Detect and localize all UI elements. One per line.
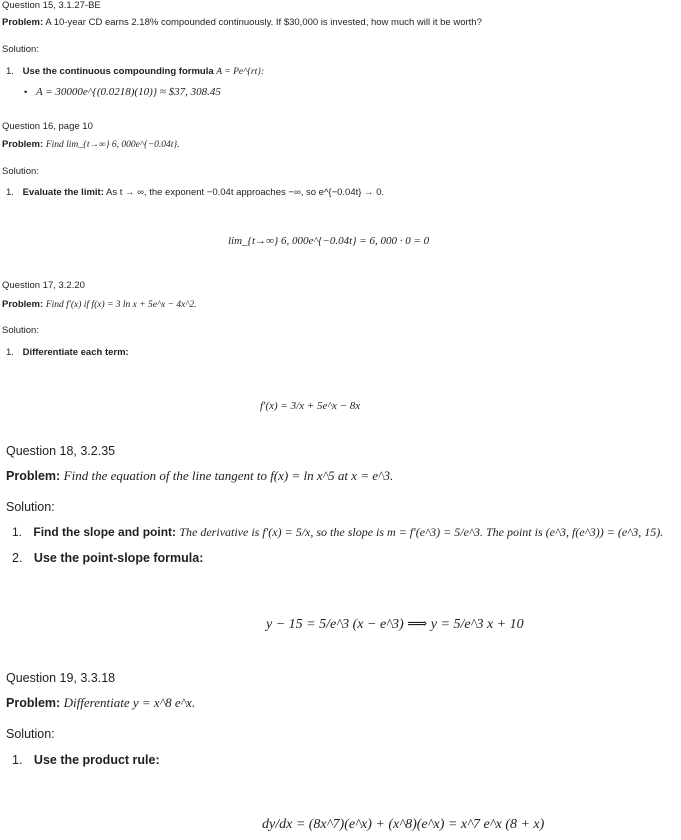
q16-step1-title: Evaluate the limit:: [22, 187, 104, 198]
q17-heading: Question 17, 3.2.20: [2, 280, 85, 291]
bullet-icon: •: [24, 87, 28, 98]
q19-problem-text: Differentiate y = x^8 e^x.: [63, 695, 196, 710]
q18-step2-num: 2.: [12, 551, 23, 565]
q15-bullet-math: A = 30000e^{(0.0218)(10)} ≈ $37, 308.45: [35, 86, 221, 98]
q16-display-equation: lim_{t→∞} 6, 000e^{−0.04t} = 6, 000 · 0 = 0: [228, 235, 430, 247]
q18-step2: [12, 551, 203, 565]
q18-problem-text: Find the equation of the line tangent to f(x) = ln x^5 at x = e^3.: [63, 468, 394, 483]
q16-step1-num: 1.: [6, 187, 14, 198]
q17-problem-text: Find f′(x) if f(x) = 3 ln x + 5e^x − 4x^2.: [45, 300, 197, 310]
q19-step1-title: Use the product rule:: [33, 753, 160, 767]
q16-problem: [2, 139, 180, 150]
q15-step1-title: Use the continuous compounding formula: [22, 66, 214, 77]
q16-problem-label: Problem:: [2, 139, 44, 150]
q17-step1-title: Differentiate each term:: [22, 347, 129, 358]
q17-step1: [6, 347, 129, 358]
q19-heading: Question 19, 3.3.18: [6, 671, 116, 685]
q15-step1: [6, 66, 264, 77]
q16-step1: [6, 187, 384, 198]
q15-solution-label: Solution:: [2, 44, 39, 55]
q18-heading: Question 18, 3.2.35: [6, 444, 116, 458]
q16-heading: Question 16, page 10: [2, 121, 93, 132]
q15-step1-num: 1.: [6, 66, 14, 77]
q18-step1-title: Find the slope and point:: [33, 525, 177, 539]
q17-display-equation: f′(x) = 3/x + 5e^x − 8x: [260, 400, 361, 412]
q17-problem: [2, 299, 197, 310]
q16-problem-text: Find lim_{t→∞} 6, 000e^{−0.04t}.: [45, 140, 180, 150]
q16-solution-label: Solution:: [2, 166, 39, 177]
q17-problem-label: Problem:: [2, 299, 44, 310]
q16-step1-text: As t → ∞, the exponent −0.04t approaches −∞, so e^{−0.04t} → 0.: [106, 187, 385, 198]
q15-formula: A = Pe^{rt}:: [216, 67, 265, 77]
q18-step1: [12, 525, 663, 540]
q18-step2-title: Use the point-slope formula:: [33, 551, 204, 565]
q17-step1-num: 1.: [6, 347, 14, 358]
q19-step1-num: 1.: [12, 753, 23, 767]
q18-step1-text: The derivative is f′(x) = 5/x, so the slope is m = f′(e^3) = 5/e^3. The point is (e^3, f(e^3)) = (e^3, 15).: [179, 525, 664, 539]
q19-problem: [6, 695, 195, 711]
q15-heading: Question 15, 3.1.27-BE: [2, 0, 101, 11]
q18-solution-label: Solution:: [6, 500, 55, 514]
q19-step1: [12, 753, 160, 767]
q19-problem-label: Problem:: [6, 696, 61, 710]
q15-bullet: [24, 86, 221, 98]
q15-problem-label: Problem:: [2, 17, 44, 28]
q19-display-equation: dy/dx = (8x^7)(e^x) + (x^8)(e^x) = x^7 e^x (8 + x): [262, 817, 545, 832]
q15-problem: [2, 17, 482, 28]
q18-problem: [6, 468, 393, 484]
q17-solution-label: Solution:: [2, 325, 39, 336]
q18-display-equation: y − 15 = 5/e^3 (x − e^3) ⟹ y = 5/e^3 x + 10: [266, 617, 524, 632]
q18-step1-num: 1.: [12, 525, 23, 539]
q15-problem-text: A 10-year CD earns 2.18% compounded continuously. If $30,000 is invested, how much will it be worth?: [45, 17, 482, 28]
q18-problem-label: Problem:: [6, 469, 61, 483]
q19-solution-label: Solution:: [6, 727, 55, 741]
